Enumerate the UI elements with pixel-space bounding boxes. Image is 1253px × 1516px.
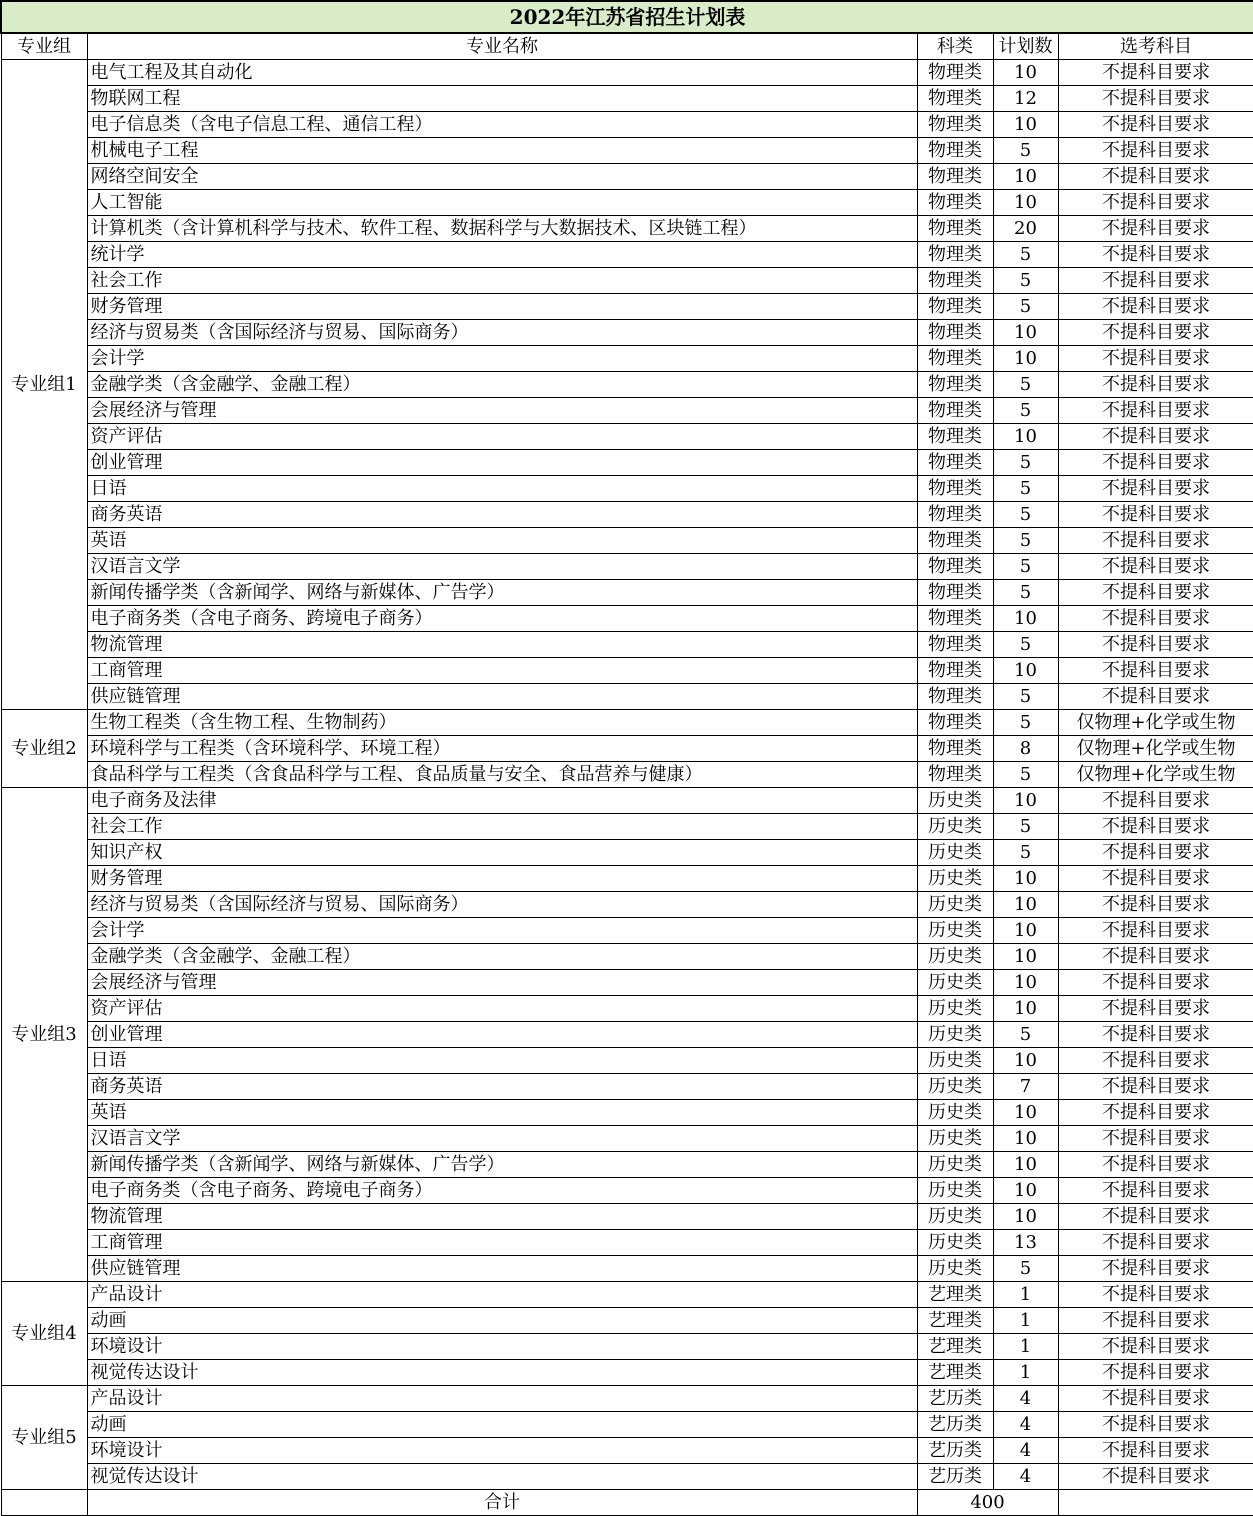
table-row (1, 1100, 1253, 1126)
major-name: 创业管理 (87, 450, 917, 476)
plan-count: 10 (993, 346, 1058, 372)
table-row (1, 788, 1253, 814)
category: 物理类 (917, 424, 993, 450)
group-name: 专业组1 (1, 60, 87, 710)
major-name: 环境设计 (87, 1334, 917, 1360)
plan-count: 5 (993, 554, 1058, 580)
plan-count: 10 (993, 866, 1058, 892)
major-name: 资产评估 (87, 424, 917, 450)
subject-requirement: 不提科目要求 (1058, 918, 1253, 944)
subject-requirement: 不提科目要求 (1058, 164, 1253, 190)
category: 物理类 (917, 450, 993, 476)
category: 物理类 (917, 138, 993, 164)
total-label: 合计 (87, 1490, 917, 1516)
major-name: 电子商务类（含电子商务、跨境电子商务） (87, 606, 917, 632)
subject-requirement: 不提科目要求 (1058, 970, 1253, 996)
plan-count: 7 (993, 1074, 1058, 1100)
table-row (1, 554, 1253, 580)
subject-requirement: 不提科目要求 (1058, 866, 1253, 892)
category: 物理类 (917, 736, 993, 762)
subject-requirement: 不提科目要求 (1058, 1308, 1253, 1334)
table-row (1, 242, 1253, 268)
subject-requirement: 不提科目要求 (1058, 1360, 1253, 1386)
category: 物理类 (917, 476, 993, 502)
subject-requirement: 不提科目要求 (1058, 138, 1253, 164)
plan-count: 5 (993, 710, 1058, 736)
major-name: 食品科学与工程类（含食品科学与工程、食品质量与安全、食品营养与健康） (87, 762, 917, 788)
subject-requirement: 不提科目要求 (1058, 502, 1253, 528)
major-name: 环境科学与工程类（含环境科学、环境工程） (87, 736, 917, 762)
major-name: 商务英语 (87, 1074, 917, 1100)
subject-requirement: 不提科目要求 (1058, 450, 1253, 476)
plan-count: 5 (993, 1256, 1058, 1282)
plan-count: 10 (993, 1178, 1058, 1204)
category: 物理类 (917, 86, 993, 112)
plan-count: 1 (993, 1308, 1058, 1334)
plan-count: 5 (993, 632, 1058, 658)
category: 艺历类 (917, 1438, 993, 1464)
plan-count: 10 (993, 1048, 1058, 1074)
plan-count: 5 (993, 684, 1058, 710)
category: 艺理类 (917, 1334, 993, 1360)
subject-requirement: 不提科目要求 (1058, 86, 1253, 112)
header-plan-count: 计划数 (993, 33, 1058, 60)
major-name: 社会工作 (87, 268, 917, 294)
table-row (1, 164, 1253, 190)
category: 物理类 (917, 580, 993, 606)
major-name: 网络空间安全 (87, 164, 917, 190)
plan-count: 10 (993, 996, 1058, 1022)
table-row (1, 710, 1253, 736)
major-name: 生物工程类（含生物工程、生物制药） (87, 710, 917, 736)
plan-count: 10 (993, 944, 1058, 970)
table-row (1, 1256, 1253, 1282)
table-row (1, 658, 1253, 684)
major-name: 动画 (87, 1412, 917, 1438)
table-row (1, 684, 1253, 710)
table-row (1, 996, 1253, 1022)
major-name: 英语 (87, 1100, 917, 1126)
category: 艺历类 (917, 1464, 993, 1490)
subject-requirement: 不提科目要求 (1058, 1022, 1253, 1048)
category: 历史类 (917, 1256, 993, 1282)
table-row (1, 918, 1253, 944)
plan-count: 5 (993, 138, 1058, 164)
title-row (1, 1, 1253, 33)
subject-requirement: 不提科目要求 (1058, 1152, 1253, 1178)
major-name: 经济与贸易类（含国际经济与贸易、国际商务） (87, 892, 917, 918)
plan-count: 8 (993, 736, 1058, 762)
subject-requirement: 不提科目要求 (1058, 320, 1253, 346)
table-row (1, 476, 1253, 502)
table-row (1, 1360, 1253, 1386)
category: 物理类 (917, 762, 993, 788)
table-row (1, 346, 1253, 372)
major-name: 视觉传达设计 (87, 1464, 917, 1490)
subject-requirement: 不提科目要求 (1058, 1334, 1253, 1360)
table-row (1, 372, 1253, 398)
table-row (1, 606, 1253, 632)
major-name: 会计学 (87, 918, 917, 944)
table-row (1, 1282, 1253, 1308)
plan-count: 1 (993, 1334, 1058, 1360)
group-name: 专业组4 (1, 1282, 87, 1386)
plan-count: 5 (993, 762, 1058, 788)
category: 历史类 (917, 944, 993, 970)
subject-requirement: 不提科目要求 (1058, 632, 1253, 658)
subject-requirement: 不提科目要求 (1058, 944, 1253, 970)
table-row (1, 1152, 1253, 1178)
subject-requirement: 不提科目要求 (1058, 1464, 1253, 1490)
plan-count: 1 (993, 1360, 1058, 1386)
category: 历史类 (917, 892, 993, 918)
plan-count: 10 (993, 424, 1058, 450)
category: 艺历类 (917, 1386, 993, 1412)
category: 历史类 (917, 1074, 993, 1100)
plan-count: 10 (993, 1126, 1058, 1152)
major-name: 会展经济与管理 (87, 970, 917, 996)
category: 历史类 (917, 788, 993, 814)
plan-count: 5 (993, 840, 1058, 866)
major-name: 物流管理 (87, 632, 917, 658)
subject-requirement: 不提科目要求 (1058, 398, 1253, 424)
table-row (1, 320, 1253, 346)
category: 艺历类 (917, 1412, 993, 1438)
table-row (1, 424, 1253, 450)
table-row (1, 762, 1253, 788)
category: 历史类 (917, 970, 993, 996)
plan-count: 5 (993, 242, 1058, 268)
table-row (1, 528, 1253, 554)
table-row (1, 1048, 1253, 1074)
subject-requirement: 不提科目要求 (1058, 1412, 1253, 1438)
subject-requirement: 不提科目要求 (1058, 1100, 1253, 1126)
major-name: 资产评估 (87, 996, 917, 1022)
major-name: 产品设计 (87, 1386, 917, 1412)
subject-requirement: 不提科目要求 (1058, 528, 1253, 554)
header-subjects: 选考科目 (1058, 33, 1253, 60)
category: 物理类 (917, 112, 993, 138)
subject-requirement: 不提科目要求 (1058, 60, 1253, 86)
table-row (1, 502, 1253, 528)
major-name: 经济与贸易类（含国际经济与贸易、国际商务） (87, 320, 917, 346)
plan-count: 5 (993, 1022, 1058, 1048)
header-category: 科类 (917, 33, 993, 60)
table-row (1, 1438, 1253, 1464)
subject-requirement: 不提科目要求 (1058, 476, 1253, 502)
plan-count: 5 (993, 502, 1058, 528)
major-name: 社会工作 (87, 814, 917, 840)
category: 历史类 (917, 866, 993, 892)
category: 物理类 (917, 268, 993, 294)
subject-requirement: 不提科目要求 (1058, 840, 1253, 866)
table-row (1, 60, 1253, 86)
subject-requirement: 不提科目要求 (1058, 658, 1253, 684)
category: 物理类 (917, 242, 993, 268)
subject-requirement: 仅物理+化学或生物 (1058, 710, 1253, 736)
major-name: 人工智能 (87, 190, 917, 216)
table-row (1, 138, 1253, 164)
table-row (1, 1308, 1253, 1334)
major-name: 知识产权 (87, 840, 917, 866)
table-row (1, 112, 1253, 138)
major-name: 统计学 (87, 242, 917, 268)
category: 历史类 (917, 1048, 993, 1074)
category: 历史类 (917, 814, 993, 840)
subject-requirement: 不提科目要求 (1058, 554, 1253, 580)
major-name: 电气工程及其自动化 (87, 60, 917, 86)
table-row (1, 1412, 1253, 1438)
table-row (1, 1178, 1253, 1204)
plan-count: 10 (993, 970, 1058, 996)
category: 物理类 (917, 398, 993, 424)
total-row (1, 1490, 1253, 1516)
plan-count: 10 (993, 892, 1058, 918)
table-row (1, 866, 1253, 892)
table-row (1, 892, 1253, 918)
major-name: 汉语言文学 (87, 554, 917, 580)
major-name: 物流管理 (87, 1204, 917, 1230)
subject-requirement: 不提科目要求 (1058, 372, 1253, 398)
total-empty-cell (1058, 1490, 1253, 1516)
plan-count: 4 (993, 1438, 1058, 1464)
category: 物理类 (917, 658, 993, 684)
category: 物理类 (917, 502, 993, 528)
table-row (1, 398, 1253, 424)
plan-count: 5 (993, 294, 1058, 320)
subject-requirement: 不提科目要求 (1058, 580, 1253, 606)
category: 艺理类 (917, 1308, 993, 1334)
plan-count: 5 (993, 476, 1058, 502)
subject-requirement: 不提科目要求 (1058, 1386, 1253, 1412)
subject-requirement: 不提科目要求 (1058, 1048, 1253, 1074)
table-row (1, 840, 1253, 866)
table-row (1, 970, 1253, 996)
major-name: 计算机类（含计算机科学与技术、软件工程、数据科学与大数据技术、区块链工程） (87, 216, 917, 242)
plan-count: 5 (993, 450, 1058, 476)
plan-count: 10 (993, 190, 1058, 216)
major-name: 供应链管理 (87, 684, 917, 710)
category: 物理类 (917, 606, 993, 632)
table-row (1, 294, 1253, 320)
plan-count: 10 (993, 658, 1058, 684)
major-name: 视觉传达设计 (87, 1360, 917, 1386)
subject-requirement: 不提科目要求 (1058, 1126, 1253, 1152)
header-group: 专业组 (1, 33, 87, 60)
subject-requirement: 不提科目要求 (1058, 268, 1253, 294)
plan-count: 10 (993, 320, 1058, 346)
major-name: 新闻传播学类（含新闻学、网络与新媒体、广告学） (87, 580, 917, 606)
table-row (1, 86, 1253, 112)
table-row (1, 1334, 1253, 1360)
plan-count: 5 (993, 372, 1058, 398)
category: 历史类 (917, 840, 993, 866)
major-name: 日语 (87, 476, 917, 502)
subject-requirement: 不提科目要求 (1058, 1204, 1253, 1230)
plan-count: 10 (993, 606, 1058, 632)
table-row (1, 268, 1253, 294)
subject-requirement: 不提科目要求 (1058, 1178, 1253, 1204)
plan-count: 4 (993, 1412, 1058, 1438)
category: 物理类 (917, 294, 993, 320)
category: 历史类 (917, 1204, 993, 1230)
major-name: 商务英语 (87, 502, 917, 528)
plan-count: 10 (993, 918, 1058, 944)
category: 物理类 (917, 190, 993, 216)
header-row (1, 33, 1253, 60)
plan-count: 12 (993, 86, 1058, 112)
major-name: 英语 (87, 528, 917, 554)
category: 艺理类 (917, 1282, 993, 1308)
table-row (1, 1386, 1253, 1412)
plan-count: 10 (993, 60, 1058, 86)
major-name: 电子商务类（含电子商务、跨境电子商务） (87, 1178, 917, 1204)
major-name: 电子商务及法律 (87, 788, 917, 814)
subject-requirement: 不提科目要求 (1058, 1074, 1253, 1100)
table-row (1, 1230, 1253, 1256)
category: 物理类 (917, 320, 993, 346)
major-name: 产品设计 (87, 1282, 917, 1308)
subject-requirement: 不提科目要求 (1058, 1230, 1253, 1256)
subject-requirement: 不提科目要求 (1058, 996, 1253, 1022)
subject-requirement: 不提科目要求 (1058, 1256, 1253, 1282)
plan-count: 10 (993, 164, 1058, 190)
major-name: 电子信息类（含电子信息工程、通信工程） (87, 112, 917, 138)
category: 物理类 (917, 216, 993, 242)
major-name: 创业管理 (87, 1022, 917, 1048)
subject-requirement: 不提科目要求 (1058, 892, 1253, 918)
major-name: 新闻传播学类（含新闻学、网络与新媒体、广告学） (87, 1152, 917, 1178)
major-name: 动画 (87, 1308, 917, 1334)
group-name: 专业组3 (1, 788, 87, 1282)
total-value: 400 (917, 1490, 1058, 1516)
major-name: 财务管理 (87, 866, 917, 892)
table-row (1, 580, 1253, 606)
major-name: 会展经济与管理 (87, 398, 917, 424)
subject-requirement: 不提科目要求 (1058, 684, 1253, 710)
table-row (1, 1204, 1253, 1230)
table-row (1, 736, 1253, 762)
group-name: 专业组5 (1, 1386, 87, 1490)
subject-requirement: 不提科目要求 (1058, 814, 1253, 840)
category: 物理类 (917, 372, 993, 398)
plan-count: 13 (993, 1230, 1058, 1256)
subject-requirement: 不提科目要求 (1058, 190, 1253, 216)
subject-requirement: 不提科目要求 (1058, 294, 1253, 320)
category: 历史类 (917, 1152, 993, 1178)
category: 物理类 (917, 346, 993, 372)
subject-requirement: 不提科目要求 (1058, 606, 1253, 632)
category: 物理类 (917, 684, 993, 710)
subject-requirement: 不提科目要求 (1058, 788, 1253, 814)
category: 物理类 (917, 632, 993, 658)
major-name: 机械电子工程 (87, 138, 917, 164)
plan-count: 5 (993, 580, 1058, 606)
major-name: 供应链管理 (87, 1256, 917, 1282)
plan-count: 5 (993, 528, 1058, 554)
table-row (1, 216, 1253, 242)
table-row (1, 450, 1253, 476)
subject-requirement: 仅物理+化学或生物 (1058, 736, 1253, 762)
major-name: 工商管理 (87, 658, 917, 684)
plan-count: 10 (993, 112, 1058, 138)
major-name: 工商管理 (87, 1230, 917, 1256)
plan-count: 1 (993, 1282, 1058, 1308)
major-name: 会计学 (87, 346, 917, 372)
table-row (1, 1464, 1253, 1490)
major-name: 金融学类（含金融学、金融工程） (87, 944, 917, 970)
plan-count: 10 (993, 1204, 1058, 1230)
category: 历史类 (917, 1178, 993, 1204)
plan-count: 5 (993, 814, 1058, 840)
table-row (1, 190, 1253, 216)
table-row (1, 632, 1253, 658)
subject-requirement: 不提科目要求 (1058, 1282, 1253, 1308)
plan-count: 4 (993, 1464, 1058, 1490)
table-row (1, 944, 1253, 970)
table-title: 2022年江苏省招生计划表 (1, 1, 1253, 33)
plan-count: 4 (993, 1386, 1058, 1412)
category: 物理类 (917, 164, 993, 190)
plan-count: 10 (993, 1152, 1058, 1178)
header-major: 专业名称 (87, 33, 917, 60)
subject-requirement: 不提科目要求 (1058, 346, 1253, 372)
plan-count: 5 (993, 398, 1058, 424)
table-row (1, 1126, 1253, 1152)
major-name: 金融学类（含金融学、金融工程） (87, 372, 917, 398)
subject-requirement: 不提科目要求 (1058, 112, 1253, 138)
subject-requirement: 不提科目要求 (1058, 216, 1253, 242)
major-name: 汉语言文学 (87, 1126, 917, 1152)
category: 历史类 (917, 996, 993, 1022)
table-row (1, 814, 1253, 840)
category: 物理类 (917, 554, 993, 580)
group-name: 专业组2 (1, 710, 87, 788)
major-name: 日语 (87, 1048, 917, 1074)
plan-count: 10 (993, 1100, 1058, 1126)
major-name: 财务管理 (87, 294, 917, 320)
subject-requirement: 不提科目要求 (1058, 1438, 1253, 1464)
subject-requirement: 仅物理+化学或生物 (1058, 762, 1253, 788)
category: 历史类 (917, 1022, 993, 1048)
category: 物理类 (917, 710, 993, 736)
total-empty-cell (1, 1490, 87, 1516)
major-name: 物联网工程 (87, 86, 917, 112)
table-row (1, 1022, 1253, 1048)
major-name: 环境设计 (87, 1438, 917, 1464)
plan-count: 5 (993, 268, 1058, 294)
category: 艺理类 (917, 1360, 993, 1386)
category: 历史类 (917, 1230, 993, 1256)
table-row (1, 1074, 1253, 1100)
category: 历史类 (917, 1100, 993, 1126)
subject-requirement: 不提科目要求 (1058, 242, 1253, 268)
subject-requirement: 不提科目要求 (1058, 424, 1253, 450)
category: 物理类 (917, 528, 993, 554)
category: 物理类 (917, 60, 993, 86)
category: 历史类 (917, 918, 993, 944)
plan-count: 20 (993, 216, 1058, 242)
plan-count: 10 (993, 788, 1058, 814)
category: 历史类 (917, 1126, 993, 1152)
